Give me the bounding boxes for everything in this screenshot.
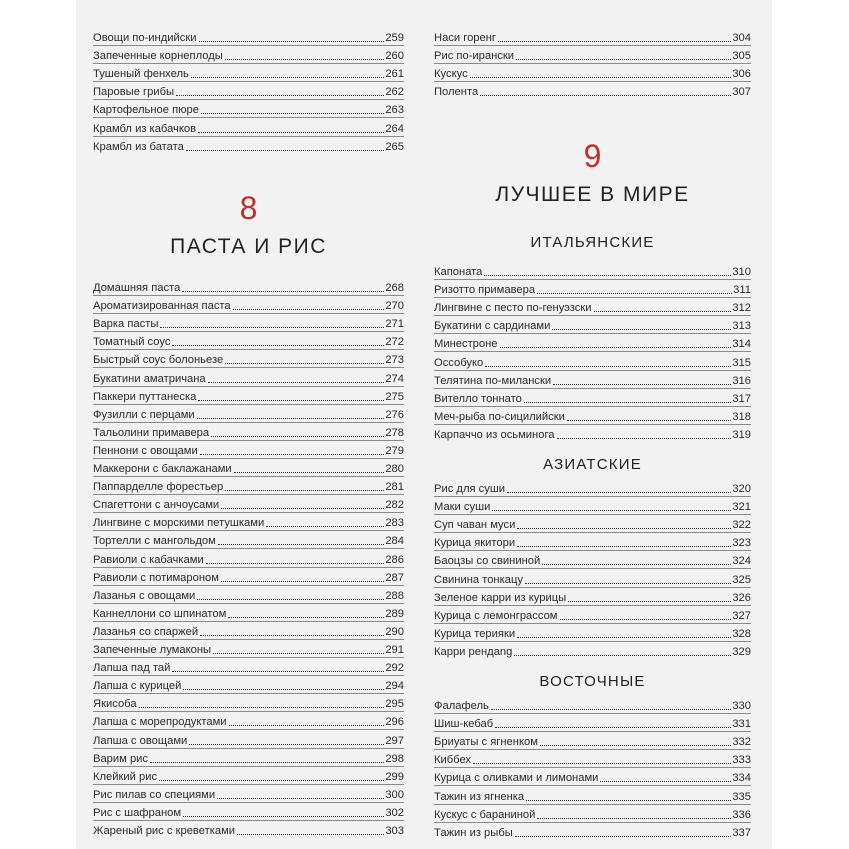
toc-entry [93, 657, 404, 676]
toc-entry [93, 730, 404, 749]
toc-entry [93, 784, 404, 803]
dot-leader [560, 619, 732, 620]
toc-entry [434, 388, 751, 407]
dot-leader [199, 41, 385, 42]
toc-entry-title: Томатный соус [93, 336, 171, 349]
toc-entry [434, 786, 751, 805]
dot-leader [480, 95, 731, 96]
toc-entry-page: 329 [732, 645, 751, 658]
toc-entry-title: Каннеллони со шпинатом [93, 607, 227, 620]
toc-entry [93, 567, 404, 586]
dot-leader [225, 490, 384, 491]
toc-entry-title: Лапша с курицей [93, 680, 182, 693]
toc-entry [434, 731, 751, 750]
dot-leader [517, 637, 731, 638]
toc-entry-title: Кускус с бараниной [434, 808, 536, 821]
toc-entry-title: Лингвине с морскими петушками [93, 517, 265, 530]
toc-entry-page: 295 [385, 698, 404, 711]
toc-entry-title: Лапша пад тай [93, 662, 171, 675]
toc-entry [434, 81, 751, 99]
dot-leader [473, 763, 731, 764]
toc-entry-page: 283 [385, 517, 404, 530]
toc-entry-page: 333 [732, 754, 751, 767]
toc-entry-title: Варка пасты [93, 318, 159, 331]
toc-entry-title: Карпаччо из осьминога [434, 428, 555, 441]
dot-leader [208, 382, 385, 383]
toc-entry-page: 264 [385, 122, 404, 135]
dot-leader [198, 400, 384, 401]
dot-leader [159, 780, 384, 781]
toc-entry-page: 311 [733, 284, 751, 297]
toc-entry [434, 45, 751, 64]
dot-leader [189, 744, 384, 745]
toc-entry-page: 281 [385, 481, 404, 494]
toc-entry-title: Овощи по-индийски [93, 32, 197, 44]
toc-entry-page: 270 [385, 300, 404, 313]
toc-entry-title: Запеченные корнеплоды [93, 50, 223, 63]
dot-leader [198, 132, 384, 133]
toc-entry-page: 304 [732, 32, 751, 44]
toc-entry-title: Спагеттони с анчоусами [93, 499, 220, 512]
toc-entry [93, 711, 404, 730]
dot-leader [183, 689, 384, 690]
toc-entry-page: 274 [385, 372, 404, 385]
toc-entry-title: Вителло тоннато [434, 392, 522, 405]
toc-entry-page: 305 [732, 50, 751, 63]
toc-entry [434, 424, 751, 442]
toc-entry-page: 318 [732, 410, 751, 423]
toc-entry [93, 349, 404, 368]
toc-entry-title: Тажин из ягненка [434, 790, 525, 803]
toc-entry-page: 314 [732, 338, 751, 351]
toc-entry-page: 322 [732, 519, 751, 532]
toc-entry-title: Ризотто примавера [434, 284, 536, 297]
toc-entry-title: Лазанья с овощами [93, 589, 196, 602]
toc-entry-title: Запеченные лумаконы [93, 644, 212, 656]
toc-entry-page: 276 [385, 408, 404, 421]
toc-entry-title: Варим рис [93, 752, 149, 765]
toc-entry-page: 275 [385, 390, 404, 403]
toc-entry [93, 549, 404, 568]
dot-leader [217, 798, 384, 799]
toc-entry-title: Минестроне [434, 338, 498, 351]
dot-leader [213, 653, 384, 654]
dot-leader [186, 150, 384, 151]
dot-leader [516, 59, 731, 60]
toc-entry [93, 585, 404, 604]
toc-entry-title: Зеленое карри из курицы [434, 591, 567, 604]
toc-entry-title: Киббех [434, 754, 472, 767]
toc-entry [93, 748, 404, 767]
toc-entry-title: Кускус [434, 68, 468, 81]
toc-entry-title: Маккерони с баклажанами [93, 463, 232, 475]
dot-leader [176, 95, 384, 96]
dot-leader [172, 345, 384, 346]
toc-entry [434, 804, 751, 823]
dot-leader [525, 583, 731, 584]
toc-entry-page: 302 [385, 806, 404, 819]
toc-entry-title: Наси горенг [434, 32, 497, 44]
dot-leader [515, 836, 732, 837]
toc-entry [434, 406, 751, 425]
toc-entry-title: Равиоли с потимароном [93, 571, 219, 584]
toc-entry [93, 530, 404, 549]
toc-entry [434, 587, 751, 606]
dot-leader [500, 347, 732, 348]
dot-leader [225, 59, 385, 60]
toc-entry-page: 262 [385, 86, 404, 99]
dot-leader [225, 363, 384, 364]
toc-entry-title: Букатини с сардинами [434, 320, 551, 333]
toc-entry-title: Маки суши [434, 501, 491, 514]
toc-entry-title: Свинина тонкацу [434, 573, 523, 586]
toc-entry [93, 136, 404, 154]
toc-entry-page: 280 [385, 463, 404, 475]
toc-entry [93, 458, 404, 477]
toc-entry [434, 623, 751, 642]
toc-entry [434, 370, 751, 389]
toc-entry-title: Лапша с морепродуктами [93, 716, 227, 729]
toc-entry [434, 352, 751, 371]
toc-entry-title: Паккери путтанеска [93, 390, 197, 403]
toc-entry [434, 333, 751, 352]
toc-entry-page: 296 [385, 716, 404, 729]
dot-leader [237, 834, 384, 835]
toc-entry-page: 288 [385, 589, 404, 602]
dot-leader [233, 309, 385, 310]
dot-leader [470, 77, 732, 78]
toc-entry-title: Тажин из рыбы [434, 826, 513, 839]
toc-entry-page: 298 [385, 752, 404, 765]
dot-leader [514, 655, 731, 656]
dot-leader [234, 472, 385, 473]
section-title-asian: АЗИАТСКИЕ [543, 456, 642, 473]
toc-entry-page: 299 [385, 770, 404, 783]
dot-leader [557, 438, 732, 439]
toc-entry [434, 279, 751, 298]
toc-entry-page: 328 [732, 627, 751, 640]
toc-entry-page: 300 [385, 788, 404, 801]
toc-entry [434, 822, 751, 840]
dot-leader [221, 581, 384, 582]
toc-entry-page: 259 [385, 32, 404, 44]
dot-leader [201, 113, 384, 114]
chapter-8-title: ПАСТА И РИС [170, 235, 327, 258]
toc-entry [93, 802, 404, 821]
toc-entry-title: Рис пилав со специями [93, 788, 216, 801]
toc-entry [434, 550, 751, 569]
dot-leader [197, 599, 384, 600]
toc-entry-title: Равиоли с кабачками [93, 553, 204, 566]
toc-entry-title: Полента [434, 86, 479, 99]
toc-entry [93, 277, 404, 296]
toc-entry-page: 316 [732, 374, 751, 387]
toc-entry [434, 63, 751, 82]
dot-leader [183, 816, 384, 817]
toc-entry-page: 324 [732, 555, 751, 568]
toc-entry [93, 603, 404, 622]
dot-leader [229, 725, 385, 726]
toc-entry-title: Тортелли с мангольдом [93, 535, 216, 548]
toc-entry-title: Домашняя паста [93, 282, 181, 294]
dot-leader [507, 492, 731, 493]
toc-entry-title: Картофельное пюре [93, 104, 199, 117]
toc-entry-page: 327 [732, 609, 751, 622]
toc-entry-page: 265 [385, 140, 404, 153]
toc-entry-title: Крамбл из батата [93, 140, 184, 153]
toc-entry [93, 295, 404, 314]
dot-leader [266, 526, 384, 527]
dot-leader [526, 800, 731, 801]
toc-entry [93, 81, 404, 100]
toc-entry-title: Курица с оливками и лимонами [434, 772, 599, 785]
toc-entry-title: Жареный рис с креветками [93, 825, 236, 837]
toc-entry [93, 476, 404, 495]
toc-entry [93, 386, 404, 405]
dot-leader [524, 402, 731, 403]
toc-entry-page: 319 [732, 428, 751, 441]
toc-entry-page: 330 [732, 700, 751, 712]
toc-entry-page: 307 [732, 86, 751, 99]
toc-entry [93, 27, 404, 46]
toc-entry-title: Рис по-ирански [434, 50, 515, 63]
dot-leader [191, 77, 384, 78]
toc-entry [93, 639, 404, 658]
toc-entry-page: 292 [385, 662, 404, 675]
toc-entry [93, 63, 404, 82]
dot-leader [211, 436, 384, 437]
toc-entry-page: 263 [385, 104, 404, 117]
toc-entry-title: Шиш-кебаб [434, 718, 494, 731]
toc-entry [93, 693, 404, 712]
toc-entry-title: Телятина по-милански [434, 374, 552, 387]
toc-entry-title: Фузилли с перцами [93, 408, 195, 421]
toc-entry-title: Курица якитори [434, 537, 516, 550]
toc-entry [93, 494, 404, 513]
toc-entry [434, 315, 751, 334]
toc-entry-page: 268 [385, 282, 404, 294]
dot-leader [160, 327, 384, 328]
toc-entry-page: 279 [385, 444, 404, 457]
dot-leader [542, 564, 731, 565]
toc-entry-page: 286 [385, 553, 404, 566]
toc-entry [434, 261, 751, 280]
toc-entry [93, 331, 404, 350]
toc-entry-page: 331 [732, 718, 751, 731]
toc-entry [434, 641, 751, 659]
dot-leader [228, 617, 384, 618]
toc-entry-page: 323 [732, 537, 751, 550]
toc-entry [93, 440, 404, 459]
toc-entry-page: 290 [385, 625, 404, 638]
toc-entry [93, 820, 404, 838]
toc-entry [93, 422, 404, 441]
toc-entry-page: 261 [385, 68, 404, 81]
toc-entry-page: 334 [732, 772, 751, 785]
toc-entry [93, 766, 404, 785]
toc-entry-title: Клейкий рис [93, 770, 158, 783]
toc-entry-title: Рис для суши [434, 483, 506, 495]
toc-entry-page: 321 [732, 501, 751, 514]
dot-leader [206, 563, 385, 564]
toc-entry-title: Фалафель [434, 700, 489, 712]
toc-entry [434, 496, 751, 515]
toc-entry [93, 45, 404, 64]
toc-entry-title: Якисоба [93, 698, 137, 711]
toc-entry [93, 313, 404, 332]
dot-leader [517, 528, 731, 529]
toc-entry-title: Паппарделле форестьер [93, 481, 224, 494]
dot-leader [182, 291, 384, 292]
dot-leader [485, 366, 731, 367]
toc-entry [93, 368, 404, 387]
dot-leader [540, 745, 731, 746]
toc-entry-title: Ароматизированная паста [93, 300, 231, 313]
dot-leader [221, 508, 384, 509]
toc-entry [93, 118, 404, 137]
dot-leader [537, 818, 731, 819]
dot-leader [197, 418, 385, 419]
dot-leader [218, 544, 385, 545]
toc-entry-title: Быстрый соус болоньезе [93, 354, 224, 367]
toc-entry-page: 282 [385, 499, 404, 512]
toc-entry [93, 512, 404, 531]
toc-entry [93, 99, 404, 118]
toc-entry-title: Лингвине с песто по-генуэзски [434, 302, 592, 315]
toc-entry-page: 303 [385, 825, 404, 837]
dot-leader [492, 510, 731, 511]
toc-entry [434, 569, 751, 588]
toc-entry-title: Баоцзы со свининой [434, 555, 541, 568]
toc-entry-page: 273 [385, 354, 404, 367]
toc-entry-title: Пеннони с овощами [93, 444, 198, 457]
toc-entry-page: 271 [385, 318, 404, 331]
toc-entry [434, 532, 751, 551]
dot-leader [517, 546, 731, 547]
section-title-italian: ИТАЛЬЯНСКИЕ [530, 234, 655, 251]
toc-entry-page: 326 [732, 591, 751, 604]
toc-entry-title: Оссобуко [434, 356, 484, 369]
toc-entry-page: 306 [732, 68, 751, 81]
toc-entry-page: 310 [732, 266, 751, 278]
toc-entry [93, 675, 404, 694]
dot-leader [150, 762, 384, 763]
dot-leader [139, 707, 385, 708]
toc-entry-page: 332 [732, 736, 751, 749]
toc-entry [93, 404, 404, 423]
toc-entry-title: Паровые грибы [93, 86, 175, 99]
toc-entry-page: 325 [732, 573, 751, 586]
dot-leader [552, 329, 731, 330]
toc-entry-page: 297 [385, 734, 404, 747]
dot-leader [172, 671, 384, 672]
toc-entry-title: Тальолини примавера [93, 426, 210, 439]
dot-leader [491, 709, 731, 710]
toc-entry-page: 315 [732, 356, 751, 369]
toc-entry-page: 337 [732, 826, 751, 839]
toc-entry [434, 695, 751, 714]
dot-leader [484, 275, 731, 276]
section-title-oriental: ВОСТОЧНЫЕ [539, 673, 646, 690]
toc-entry-page: 336 [732, 808, 751, 821]
toc-entry-title: Тушеный фенхель [93, 68, 189, 81]
dot-leader [594, 311, 732, 312]
toc-entry [434, 767, 751, 786]
dot-leader [498, 41, 731, 42]
dot-leader [200, 635, 384, 636]
toc-entry-page: 287 [385, 571, 404, 584]
toc-entry [434, 514, 751, 533]
toc-entry-page: 335 [732, 790, 751, 803]
toc-entry [93, 621, 404, 640]
toc-entry-title: Букатини аматричана [93, 372, 206, 385]
toc-entry-page: 289 [385, 607, 404, 620]
toc-entry-page: 272 [385, 336, 404, 349]
toc-entry-title: Меч-рыба по-сицилийски [434, 410, 565, 423]
toc-entry-page: 284 [385, 535, 404, 548]
dot-leader [568, 601, 731, 602]
toc-entry-title: Крамбл из кабачков [93, 122, 197, 135]
chapter-8-number: 8 [239, 190, 258, 226]
toc-entry-title: Курица с лемонграссом [434, 609, 558, 622]
toc-entry [434, 605, 751, 624]
dot-leader [567, 420, 731, 421]
dot-leader [553, 384, 731, 385]
toc-entry-page: 294 [385, 680, 404, 693]
toc-entry-page: 260 [385, 50, 404, 63]
toc-entry-title: Капоната [434, 266, 483, 278]
toc-entry-page: 278 [385, 426, 404, 439]
toc-entry [434, 297, 751, 316]
toc-entry-title: Суп чаван муси [434, 519, 516, 532]
toc-entry-page: 313 [732, 320, 751, 333]
toc-entry-page: 291 [385, 644, 404, 656]
chapter-9-title: ЛУЧШЕЕ В МИРЕ [495, 183, 690, 206]
toc-entry-title: Рис с шафраном [93, 806, 182, 819]
dot-leader [495, 727, 731, 728]
chapter-9-number: 9 [583, 138, 602, 174]
toc-entry-page: 317 [732, 392, 751, 405]
toc-entry-title: Бриуаты с ягненком [434, 736, 538, 749]
toc-entry-title: Лапша с овощами [93, 734, 188, 747]
toc-entry-page: 320 [732, 483, 751, 495]
toc-entry [434, 478, 751, 497]
toc-entry-title: Карри рендаng [434, 645, 513, 658]
toc-entry [434, 749, 751, 768]
toc-entry-title: Курица терияки [434, 627, 516, 640]
dot-leader [200, 454, 385, 455]
toc-entry [434, 27, 751, 46]
toc-entry [434, 713, 751, 732]
dot-leader [600, 781, 731, 782]
toc-entry-title: Лазанья со спаржей [93, 625, 199, 638]
toc-entry-page: 312 [732, 302, 751, 315]
dot-leader [537, 293, 732, 294]
